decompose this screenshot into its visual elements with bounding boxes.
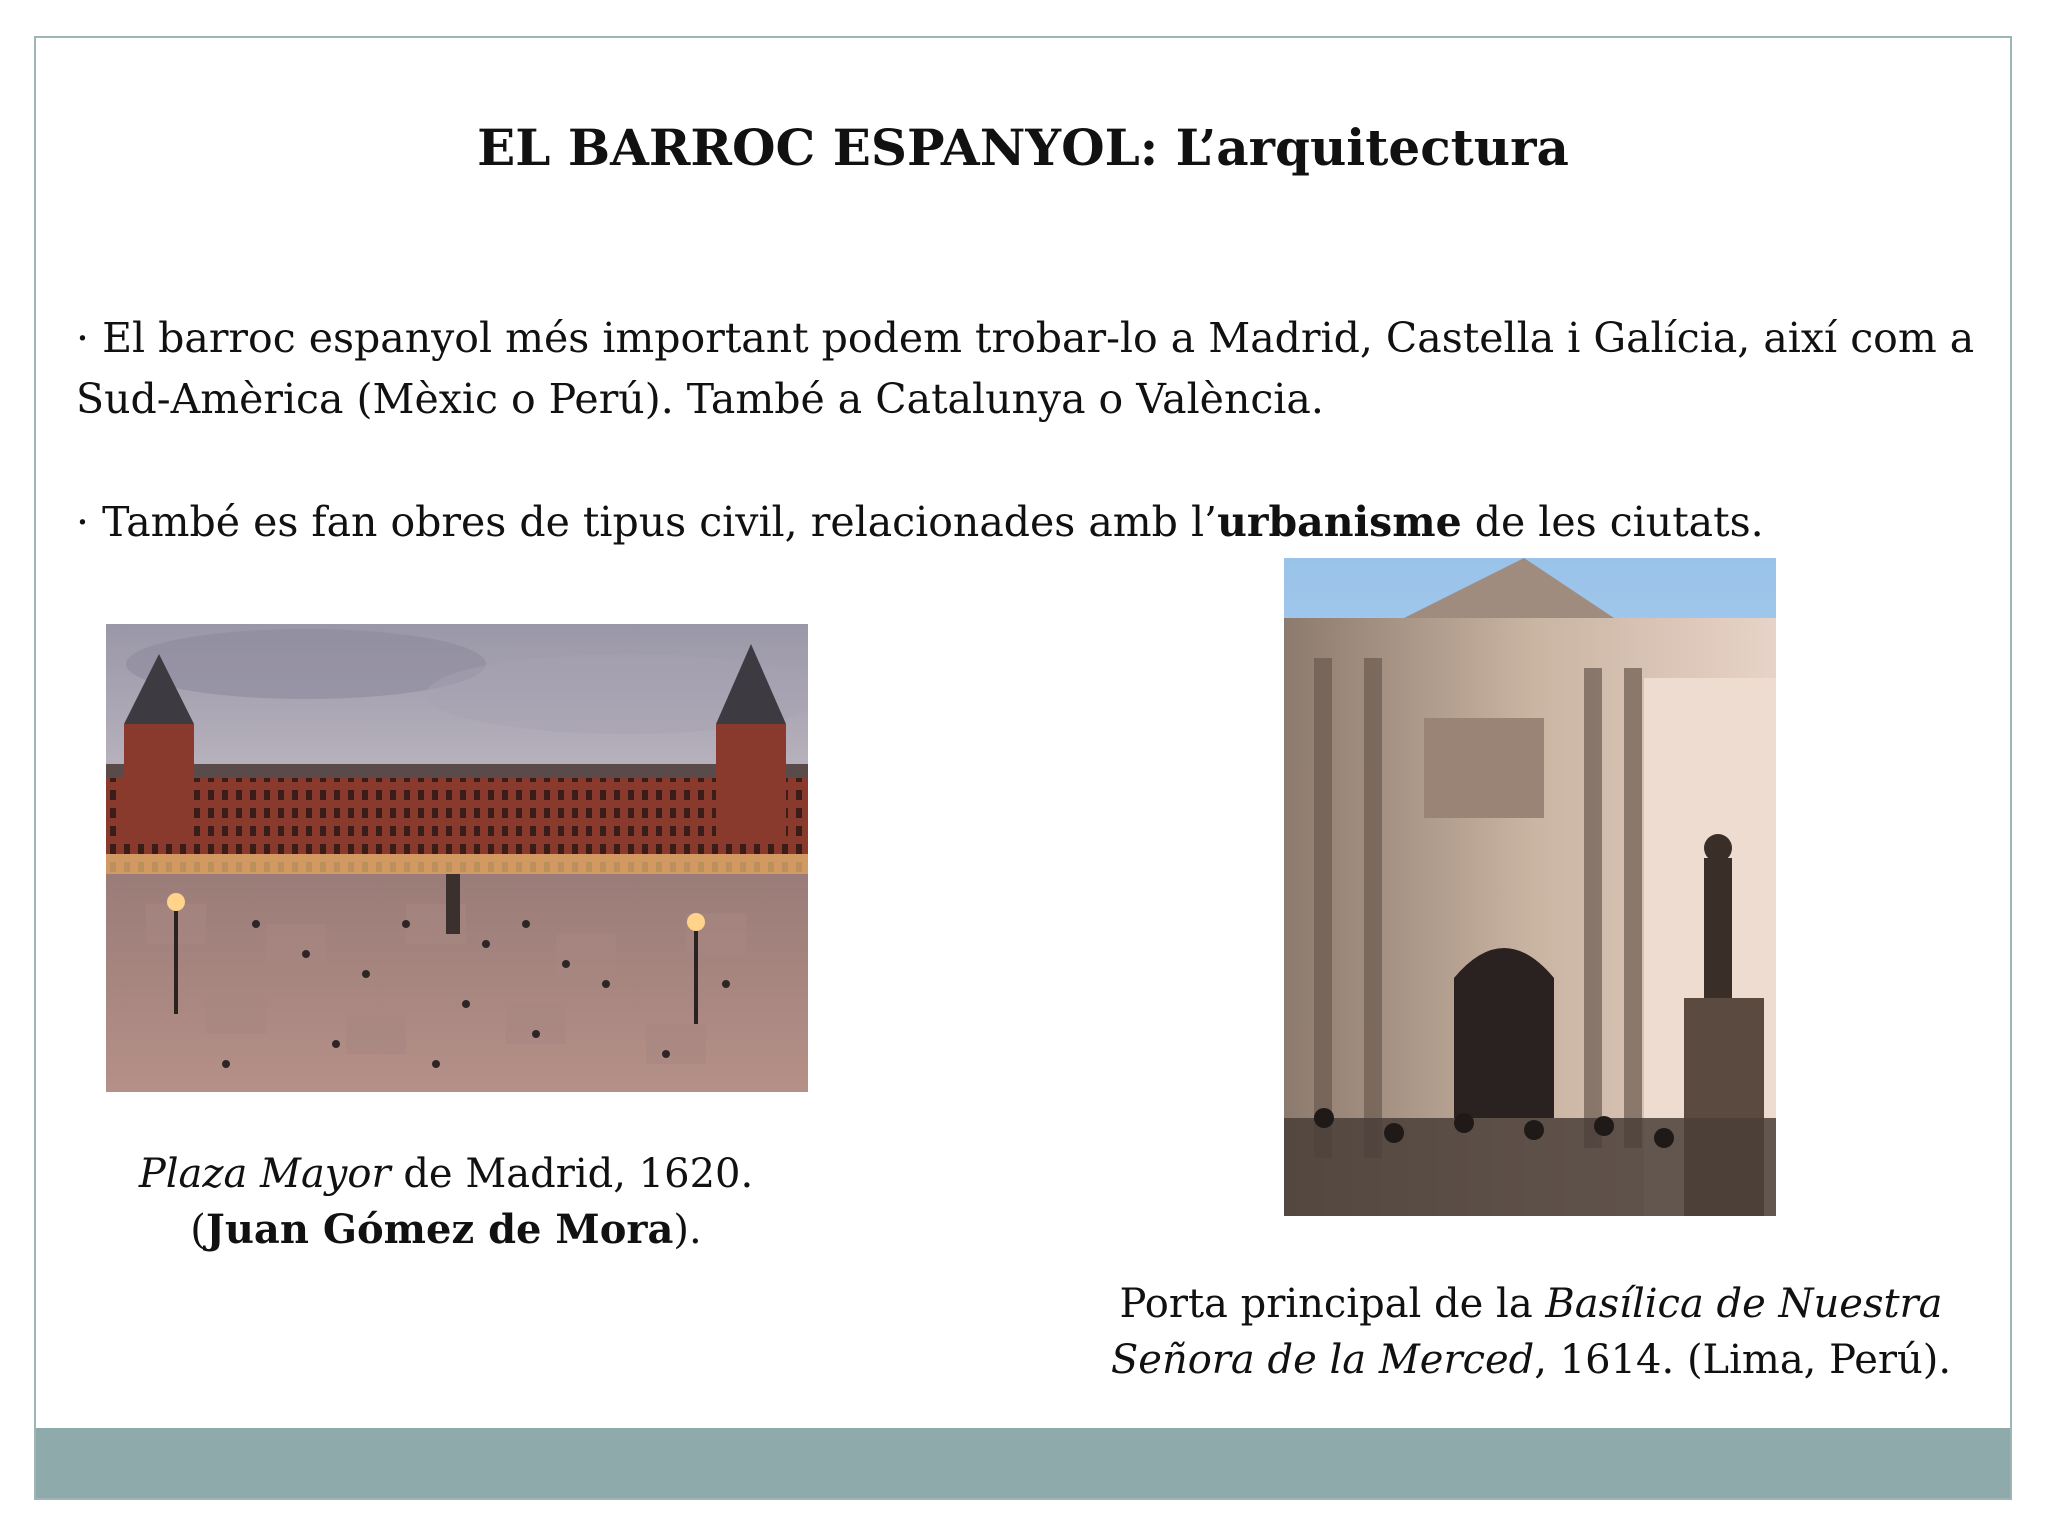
paragraph-urbanism	[76, 492, 2006, 553]
slide-title: EL BARROC ESPANYOL: L’arquitectura	[477, 118, 1569, 177]
basilica-merced-photo	[1284, 558, 1776, 1216]
plaza-mayor-caption	[106, 1146, 786, 1258]
urbanisme-term: urbanisme	[1217, 498, 1462, 546]
paragraph-regions: · El barroc espanyol més important podem trobar-lo a Madrid, Castella i Galícia, així com a Sud-Amèrica (Mèxic o Perú). També a Catalunya o València.	[76, 314, 1975, 423]
paren-open: (	[190, 1207, 206, 1253]
basilica-name: Basílica de Nuestra Señora de la Merced	[1110, 1281, 1943, 1383]
paren-close: ).	[673, 1207, 702, 1253]
basilica-date-place: , 1614. (Lima, Perú).	[1534, 1337, 1952, 1383]
plaza-mayor-name: Plaza Mayor	[138, 1151, 391, 1197]
plaza-mayor-caption-line2	[106, 1202, 786, 1258]
bottom-color-band	[36, 1428, 2010, 1498]
plaza-mayor-caption-line1	[106, 1146, 786, 1202]
architect-name: Juan Gómez de Mora	[205, 1206, 674, 1253]
basilica-caption	[1096, 1276, 1966, 1388]
paragraph-urbanism-text: · També es fan obres de tipus civil, relacionades amb l’	[76, 498, 1218, 546]
paragraph-urbanism-tail: de les ciutats.	[1461, 498, 1764, 546]
slide-frame	[34, 36, 2012, 1500]
plaza-mayor-photo	[106, 624, 808, 1092]
plaza-mayor-date: de Madrid, 1620.	[390, 1151, 754, 1197]
basilica-caption-prefix: Porta principal de la	[1119, 1281, 1546, 1327]
